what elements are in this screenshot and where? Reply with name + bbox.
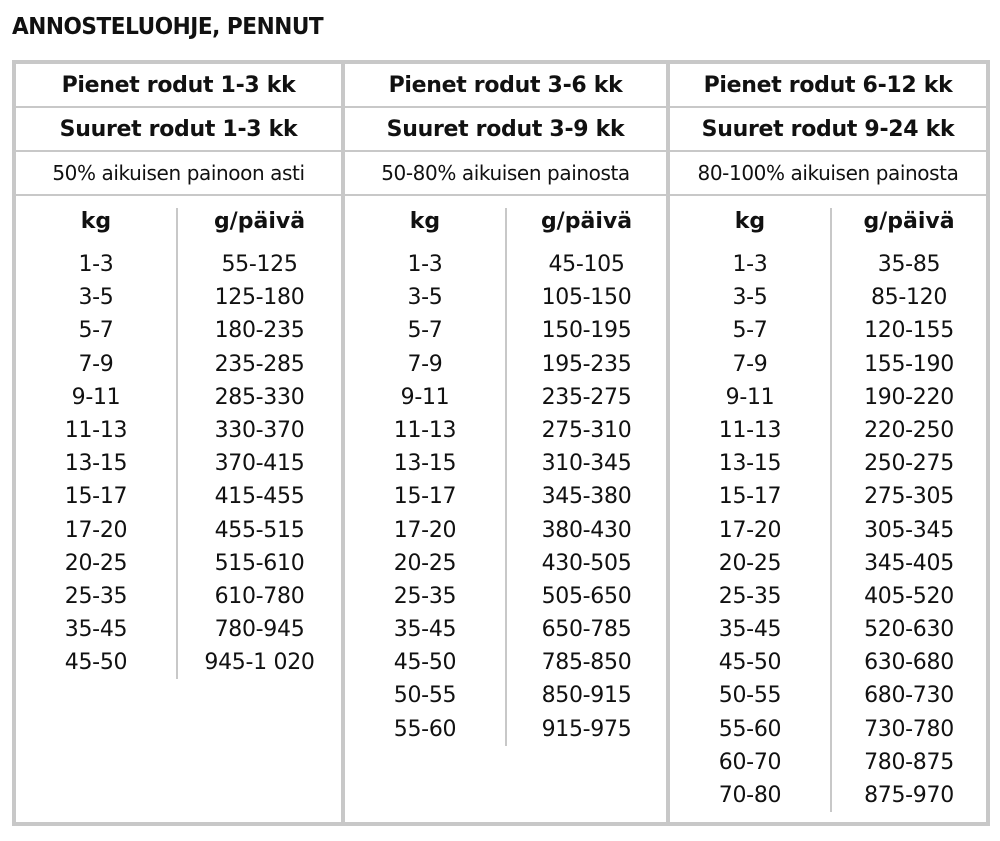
- kg-cell: 11-13: [64, 417, 128, 443]
- grams-label: g/päivä: [540, 209, 633, 234]
- kg-cell: 25-35: [64, 583, 128, 609]
- kg-cell: 11-13: [718, 417, 782, 443]
- kg-cell: 3-5: [732, 285, 768, 311]
- kg-cell: 13-15: [393, 451, 457, 477]
- grams-cell: 875-970: [864, 783, 954, 808]
- kg-cell: 5-7: [78, 318, 114, 344]
- kg-cell: 45-50: [393, 650, 457, 676]
- grams-cell: 415-455: [214, 484, 305, 510]
- grams-cell: 235-275: [541, 384, 632, 410]
- kg-cell: 15-17: [718, 484, 782, 510]
- grams-cell: 430-505: [541, 550, 632, 576]
- grams-cell: 515-610: [214, 550, 305, 576]
- kg-cell: 5-7: [407, 318, 443, 344]
- grams-cell: 405-520: [864, 583, 954, 609]
- grams-cell: 220-250: [864, 417, 954, 443]
- kg-cell: 13-15: [64, 451, 128, 477]
- kg-cell: 35-45: [393, 617, 457, 643]
- kg-cell: 25-35: [393, 583, 457, 609]
- kg-cell: 9-11: [71, 384, 121, 410]
- grams-cell: 235-285: [214, 351, 305, 377]
- grams-cells: [178, 248, 341, 679]
- table-column-3: [666, 64, 986, 822]
- grams-cell: 850-915: [541, 683, 632, 709]
- grams-cell: 520-630: [864, 617, 954, 643]
- grams-cells: [832, 248, 986, 812]
- page-title: ANNOSTELUOHJE, PENNUT: [12, 14, 324, 40]
- grams-cell: 785-850: [541, 650, 632, 676]
- grams-cell: 105-150: [541, 285, 632, 311]
- kg-cell: 3-5: [407, 285, 443, 311]
- kg-cell: 50-55: [393, 683, 457, 709]
- column-header-small-breeds: Pienet rodut 3-6 kk: [345, 64, 666, 108]
- column-body: [345, 196, 666, 822]
- column-header-large-breeds: Suuret rodut 3-9 kk: [345, 108, 666, 152]
- column-body: [16, 196, 341, 822]
- column-header-large-breeds: Suuret rodut 9-24 kk: [670, 108, 986, 152]
- kg-cell: 7-9: [407, 351, 443, 377]
- column-header-small-breeds: Pienet rodut 1-3 kk: [16, 64, 341, 108]
- kg-cell: 35-45: [64, 617, 128, 643]
- kg-cell: 9-11: [725, 384, 775, 410]
- kg-cell: 35-45: [718, 617, 782, 643]
- kg-cells: [345, 248, 505, 746]
- grams-cell: 55-125: [221, 252, 298, 277]
- kg-cell: 1-3: [732, 252, 768, 277]
- kg-column: [345, 208, 505, 822]
- grams-cells: [507, 248, 666, 746]
- column-subheader-weight: 80-100% aikuisen painosta: [670, 152, 986, 196]
- grams-cell: 275-310: [541, 417, 632, 443]
- kg-cell: 1-3: [407, 252, 443, 277]
- grams-cell: 120-155: [864, 318, 954, 344]
- kg-cell: 15-17: [64, 484, 128, 510]
- kg-cell: 17-20: [718, 517, 782, 543]
- grams-cell: 650-785: [541, 617, 632, 643]
- kg-column: [16, 208, 176, 822]
- grams-cell: 780-945: [214, 617, 305, 643]
- kg-cell: 17-20: [393, 517, 457, 543]
- grams-column: [505, 208, 666, 746]
- column-body: [670, 196, 986, 822]
- kg-cells: [670, 248, 830, 812]
- kg-label: kg: [409, 209, 441, 234]
- grams-label: g/päivä: [213, 209, 306, 234]
- kg-cell: 9-11: [400, 384, 450, 410]
- kg-cell: 55-60: [718, 716, 782, 742]
- kg-label: kg: [734, 209, 766, 234]
- kg-cell: 15-17: [393, 484, 457, 510]
- kg-column: [670, 208, 830, 822]
- grams-cell: 250-275: [864, 451, 954, 477]
- column-subheader-weight: 50-80% aikuisen painosta: [345, 152, 666, 196]
- grams-cell: 630-680: [864, 650, 954, 676]
- grams-cell: 155-190: [864, 351, 954, 377]
- grams-cell: 345-380: [541, 484, 632, 510]
- kg-cells: [16, 248, 176, 679]
- grams-label: g/päivä: [863, 209, 955, 234]
- kg-cell: 11-13: [393, 417, 457, 443]
- grams-cell: 180-235: [214, 318, 305, 344]
- kg-cell: 20-25: [64, 550, 128, 576]
- kg-cell: 45-50: [64, 650, 128, 676]
- kg-cell: 1-3: [78, 252, 114, 277]
- grams-cell: 455-515: [214, 517, 305, 543]
- kg-cell: 20-25: [718, 550, 782, 576]
- grams-cell: 780-875: [864, 749, 954, 775]
- column-header-small-breeds: Pienet rodut 6-12 kk: [670, 64, 986, 108]
- grams-cell: 85-120: [870, 285, 948, 311]
- column-header-large-breeds: Suuret rodut 1-3 kk: [16, 108, 341, 152]
- grams-cell: 370-415: [214, 451, 305, 477]
- grams-column: [176, 208, 341, 679]
- kg-cell: 13-15: [718, 451, 782, 477]
- kg-cell: 5-7: [732, 318, 768, 344]
- grams-cell: 150-195: [541, 318, 632, 344]
- kg-cell: 7-9: [732, 351, 768, 377]
- grams-cell: 330-370: [214, 417, 305, 443]
- grams-cell: 275-305: [864, 484, 954, 510]
- grams-cell: 380-430: [541, 517, 632, 543]
- grams-cell: 285-330: [214, 384, 305, 410]
- grams-cell: 915-975: [541, 716, 632, 742]
- grams-cell: 305-345: [864, 517, 954, 543]
- table-column-2: [341, 64, 666, 822]
- kg-cell: 17-20: [64, 517, 128, 543]
- kg-cell: 60-70: [718, 749, 782, 775]
- kg-cell: 20-25: [393, 550, 457, 576]
- grams-cell: 730-780: [864, 716, 954, 742]
- grams-cell: 35-85: [877, 252, 941, 277]
- grams-cell: 945-1 020: [204, 650, 315, 676]
- grams-column: [830, 208, 986, 812]
- kg-cell: 50-55: [718, 683, 782, 709]
- kg-cell: 70-80: [718, 783, 782, 808]
- grams-cell: 125-180: [214, 285, 305, 311]
- table-column-1: [16, 64, 341, 822]
- grams-cell: 45-105: [548, 252, 625, 277]
- kg-cell: 45-50: [718, 650, 782, 676]
- kg-cell: 7-9: [78, 351, 114, 377]
- kg-label: kg: [80, 209, 112, 234]
- feeding-table: [12, 60, 990, 826]
- grams-cell: 310-345: [541, 451, 632, 477]
- column-subheader-weight: 50% aikuisen painoon asti: [16, 152, 341, 196]
- kg-cell: 3-5: [78, 285, 114, 311]
- grams-cell: 505-650: [541, 583, 632, 609]
- kg-cell: 55-60: [393, 716, 457, 742]
- kg-cell: 25-35: [718, 583, 782, 609]
- grams-cell: 195-235: [541, 351, 632, 377]
- grams-cell: 345-405: [864, 550, 954, 576]
- grams-cell: 190-220: [864, 384, 954, 410]
- grams-cell: 680-730: [864, 683, 954, 709]
- grams-cell: 610-780: [214, 583, 305, 609]
